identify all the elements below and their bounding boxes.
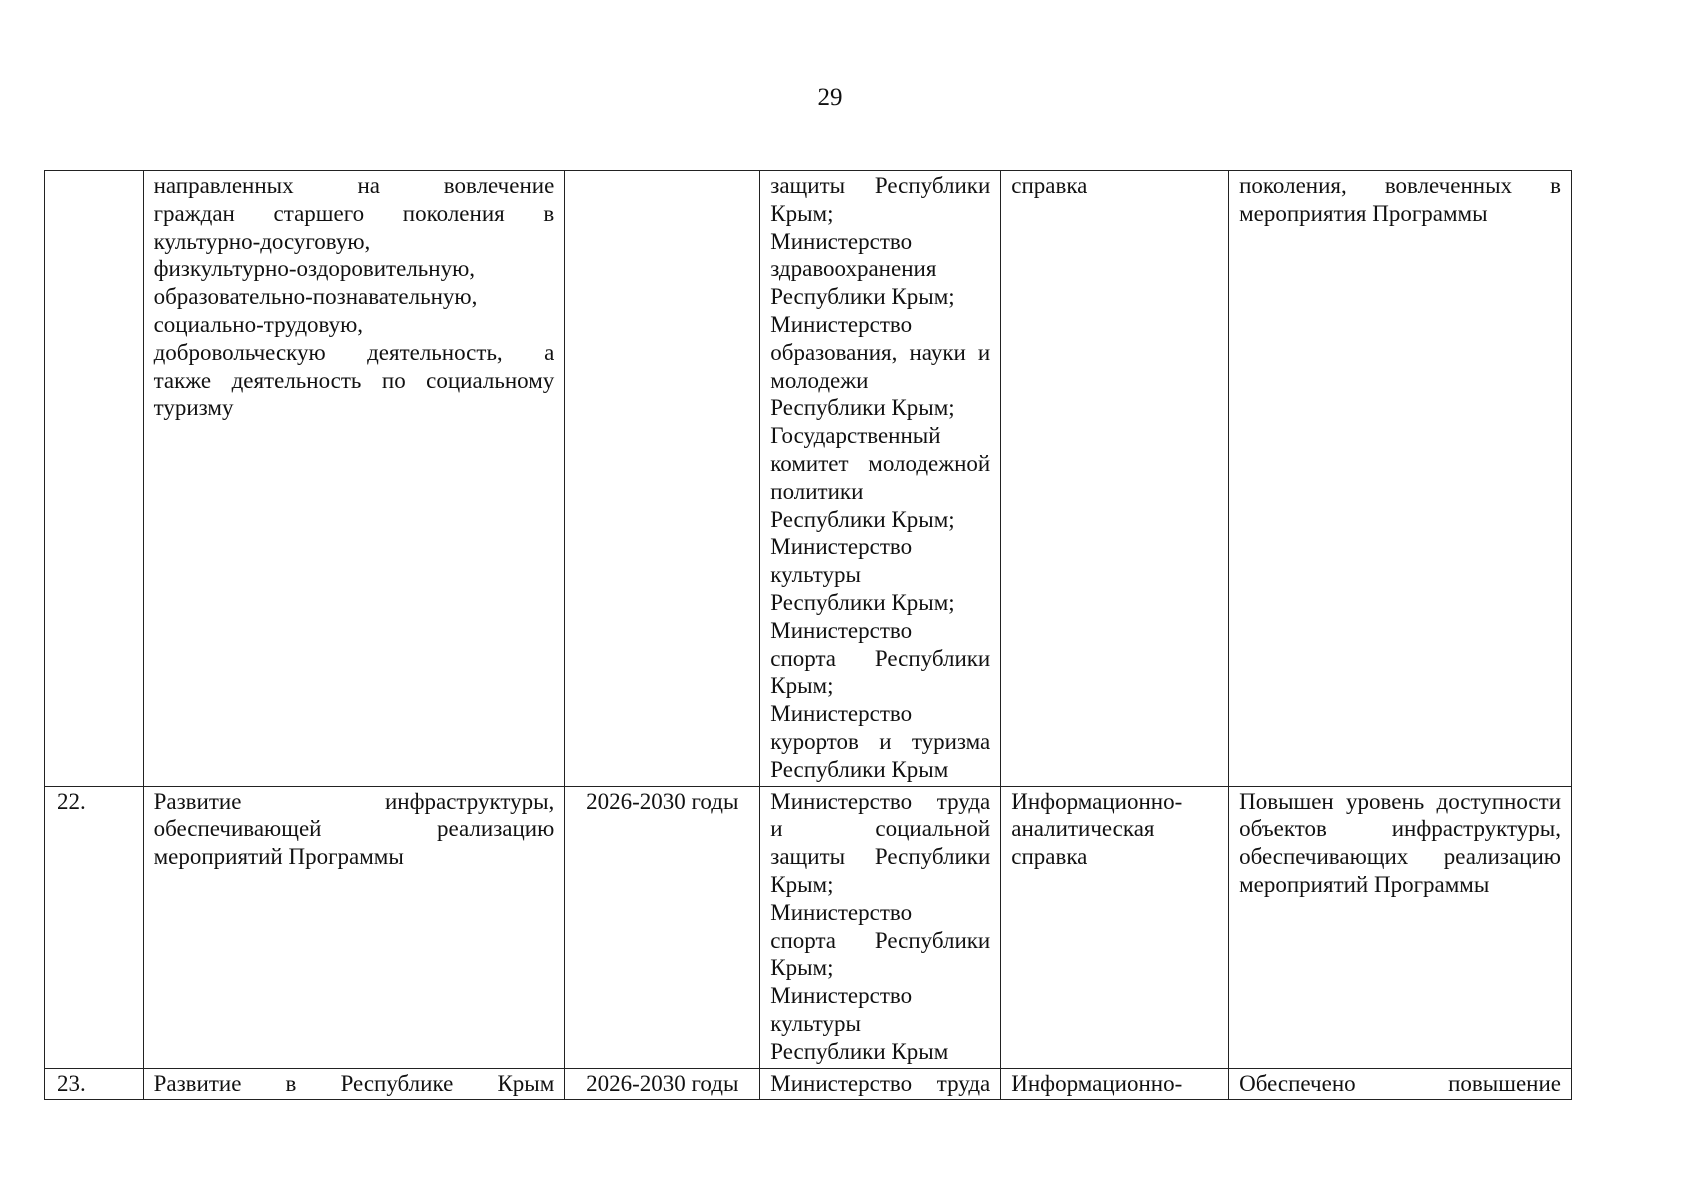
executors-cell-line: курортов и туризма [770, 728, 991, 754]
executors-cell-line: защиты Республики [770, 844, 991, 870]
executors-cell-line: молодежи [770, 367, 869, 393]
report-form-cell-line: справка [1011, 844, 1088, 870]
executors-cell-line: культуры [770, 562, 861, 588]
executors-cell-line: Министерство [770, 228, 913, 254]
executors-cell-line: Министерство [770, 311, 913, 337]
program-measures-table [44, 170, 1572, 1100]
description-cell-line: направленных на вовлечение [153, 173, 555, 198]
executors-cell [760, 786, 1001, 1068]
executors-cell-line: Министерство [770, 701, 913, 727]
executors-cell-line: спорта Республики [770, 645, 991, 671]
executors-cell-line: Государственный [770, 423, 941, 449]
expected-result-cell-line: Обеспечено повышение [1239, 1070, 1561, 1096]
expected-result-cell-line: объектов инфраструктуры, [1239, 816, 1561, 842]
expected-result-cell-line: поколения, вовлеченных в [1239, 173, 1561, 198]
executors-cell-line: образования, науки и [770, 339, 991, 365]
description-cell [143, 786, 565, 1068]
report-form-cell-line: Информационно- [1011, 788, 1183, 814]
executors-cell-line: комитет молодежной [770, 450, 991, 476]
description-cell [143, 1068, 565, 1100]
executors-cell-line: защиты Республики [770, 173, 991, 198]
executors-cell-line: Министерство [770, 617, 913, 643]
executors-cell-line: Министерство [770, 983, 913, 1009]
executors-cell-line: спорта Республики [770, 927, 991, 953]
executors-cell-line: политики [770, 478, 864, 504]
executors-cell-line: Республики Крым; [770, 284, 955, 310]
period-cell: 2026-2030 годы [565, 786, 760, 1068]
expected-result-cell [1229, 1068, 1572, 1100]
description-cell-line: обеспечивающей реализацию [153, 816, 555, 842]
period-cell: 2026-2030 годы [565, 1068, 760, 1100]
executors-cell-line: Республики Крым [770, 1038, 949, 1064]
executors-cell [760, 1068, 1001, 1100]
table-body [45, 171, 1572, 1100]
page-number: 29 [817, 84, 843, 111]
executors-cell-line: Республики Крым; [770, 395, 955, 421]
description-cell-line: добровольческую деятельность, а [153, 339, 555, 365]
report-form-cell-line: аналитическая [1011, 816, 1155, 842]
expected-result-cell [1229, 786, 1572, 1068]
report-form-cell-line: Информационно- [1011, 1070, 1183, 1096]
description-cell-line: Развитие в Республике Крым [153, 1070, 555, 1096]
description-cell-line: социально-трудовую, [153, 311, 364, 337]
executors-cell-line: Крым; [770, 673, 834, 699]
executors-cell-line: Министерство труда [770, 788, 991, 814]
executors-cell [760, 171, 1001, 787]
report-form-cell [1001, 786, 1229, 1068]
executors-cell-line: Крым; [770, 955, 834, 981]
row-number-cell: 22. [45, 786, 144, 1068]
executors-cell-line: Республики Крым [770, 756, 949, 782]
description-cell-line: также деятельность по социальному [153, 367, 555, 393]
description-cell-line: Развитие инфраструктуры, [153, 788, 555, 814]
executors-cell-line: Республики Крым; [770, 506, 955, 532]
executors-cell-line: Министерство труда [770, 1070, 991, 1096]
expected-result-cell [1229, 171, 1572, 787]
description-cell-line: туризму [153, 395, 234, 421]
expected-result-cell-line: обеспечивающих реализацию [1239, 844, 1561, 870]
report-form-cell [1001, 1068, 1229, 1100]
expected-result-cell-line: Повышен уровень доступности [1239, 788, 1561, 814]
executors-cell-line: Крым; [770, 871, 834, 897]
description-cell-line: образовательно-познавательную, [153, 284, 478, 310]
description-cell-line: физкультурно-оздоровительную, [153, 256, 476, 282]
description-cell-line: мероприятий Программы [153, 844, 404, 870]
description-cell [143, 171, 565, 787]
row-number-cell: 23. [45, 1068, 144, 1100]
table-row [45, 786, 1572, 1068]
executors-cell-line: Министерство [770, 899, 913, 925]
table-row [45, 171, 1572, 787]
executors-cell-line: Министерство [770, 534, 913, 560]
table-row [45, 1068, 1572, 1100]
row-number-cell [45, 171, 144, 787]
executors-cell-line: и социальной [770, 816, 991, 842]
report-form-cell-line: справка [1011, 173, 1088, 198]
executors-cell-line: культуры [770, 1010, 861, 1036]
expected-result-cell-line: мероприятий Программы [1239, 871, 1490, 897]
report-form-cell [1001, 171, 1229, 787]
executors-cell-line: здравоохранения [770, 256, 937, 282]
executors-cell-line: Республики Крым; [770, 589, 955, 615]
description-cell-line: культурно-досуговую, [153, 228, 371, 254]
description-cell-line: граждан старшего поколения в [153, 200, 555, 226]
executors-cell-line: Крым; [770, 200, 834, 226]
period-cell [565, 171, 760, 787]
expected-result-cell-line: мероприятия Программы [1239, 200, 1488, 226]
